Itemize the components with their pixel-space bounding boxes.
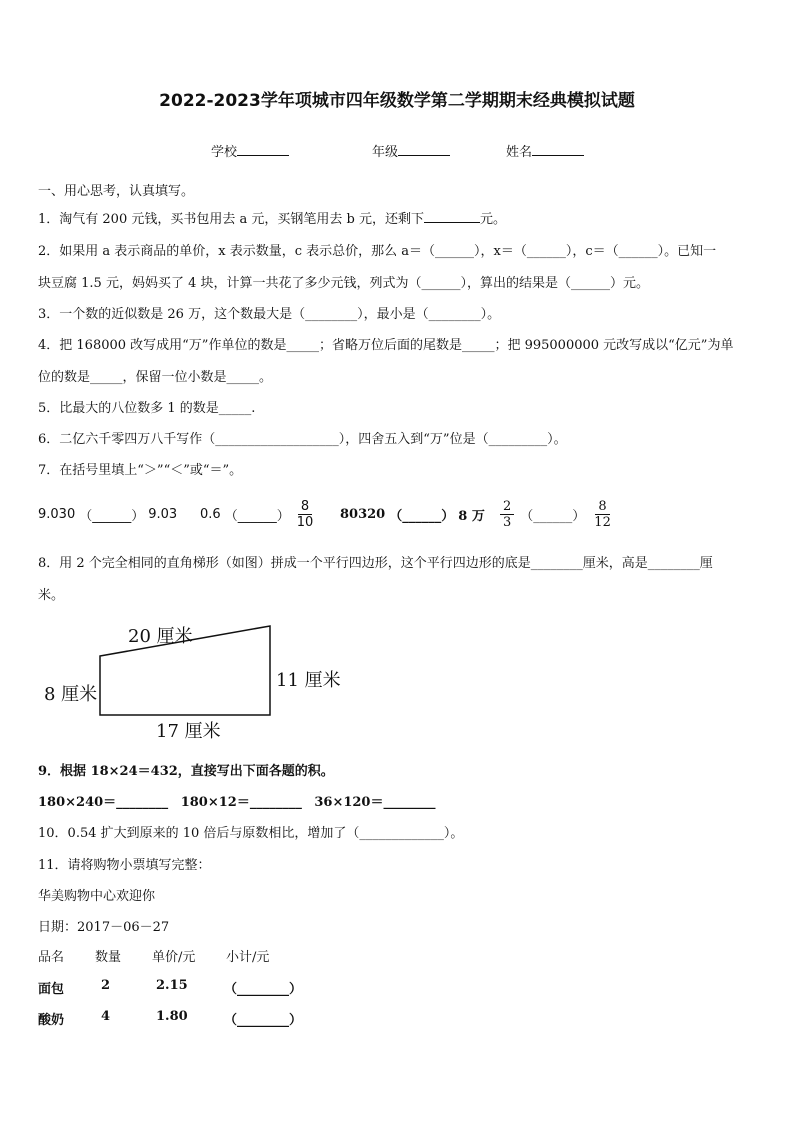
comparison-item-1	[38, 494, 177, 534]
grade-blank[interactable]	[398, 142, 450, 156]
item-qty: 4	[101, 1009, 111, 1024]
question-1	[38, 208, 758, 227]
question-11: 11．请将购物小票填写完整：	[38, 858, 211, 873]
question-8-line-1: 8．用 2 个完全相同的直角梯形（如图）拼成一个平行四边形，这个平行四边形的底是________厘米，高是________厘	[38, 556, 713, 571]
compare-right-value: 8 万	[458, 508, 485, 524]
compare-left-value: 0.6	[200, 506, 221, 522]
compare-left-value: 9.030	[38, 506, 76, 522]
school-field	[211, 141, 289, 160]
right-side-label: 11 厘米	[276, 670, 341, 691]
trapezoid-figure	[38, 618, 358, 748]
fraction-numerator: 8	[595, 499, 609, 515]
question-9-item: 180×12＝________	[180, 795, 302, 810]
item-subtotal-blank[interactable]: （________）	[224, 1013, 303, 1028]
name-label: 姓名	[506, 145, 533, 160]
compare-blank[interactable]: （______）	[520, 508, 586, 524]
header-cell: 数量	[95, 950, 122, 965]
receipt-store: 华美购物中心欢迎你	[38, 889, 156, 904]
compare-blank[interactable]: （______）	[389, 508, 455, 524]
question-1-text: 1．淘气有 200 元钱，买书包用去 a 元，买钢笔用去 b 元，还剩下	[38, 212, 424, 227]
grade-field	[372, 141, 450, 160]
question-6: 6．二亿六千零四万八千写作（___________________），四舍五入到“万”位是（_________）。	[38, 432, 567, 447]
header-cell: 单价/元	[152, 950, 196, 965]
school-label: 学校	[211, 145, 238, 160]
grade-label: 年级	[372, 145, 399, 160]
question-7: 7．在括号里填上“＞”“＜”或“＝”。	[38, 463, 243, 478]
comparison-item-4	[500, 494, 614, 534]
item-price: 2.15	[156, 978, 188, 993]
fraction	[500, 499, 514, 530]
compare-blank[interactable]: （______）	[224, 508, 290, 524]
header-cell: 小计/元	[226, 950, 270, 965]
item-qty: 2	[101, 978, 111, 993]
item-name: 面包	[38, 982, 65, 997]
question-9-item: 180×240＝________	[38, 795, 169, 810]
fraction-denominator: 3	[503, 514, 512, 530]
question-4-line-1: 4．把 168000 改写成用“万”作单位的数是_____；省略万位后面的尾数是_____；把 995000000 元改写成以“亿元”为单	[38, 338, 734, 353]
name-blank[interactable]	[532, 142, 584, 156]
school-blank[interactable]	[237, 142, 289, 156]
item-subtotal-blank[interactable]: （________）	[224, 982, 303, 997]
question-4-line-2: 位的数是_____，保留一位小数是_____。	[38, 370, 273, 385]
left-side-label: 8 厘米	[44, 684, 98, 705]
name-field	[506, 141, 584, 160]
question-1-blank[interactable]	[424, 209, 480, 223]
section-heading: 一、用心思考，认真填写。	[38, 184, 195, 199]
compare-right-value: 9.03	[148, 506, 178, 522]
bottom-side-label: 17 厘米	[156, 721, 221, 742]
item-name: 酸奶	[38, 1013, 65, 1028]
question-9: 9．根据 18×24＝432，直接写出下面各题的积。	[38, 764, 334, 779]
item-price: 1.80	[156, 1009, 188, 1024]
page-title: 2022-2023学年项城市四年级数学第二学期期末经典模拟试题	[159, 91, 635, 111]
question-9-items	[38, 791, 758, 810]
question-9-item: 36×120＝________	[314, 795, 436, 810]
question-2-line-1: 2．如果用 a 表示商品的单价，x 表示数量，c 表示总价，那么 a＝（______），x＝（______），c＝（______）。已知一	[38, 244, 717, 259]
fraction-numerator: 8	[298, 499, 312, 515]
fraction-numerator: 2	[500, 499, 514, 515]
question-5: 5．比最大的八位数多 1 的数是_____.	[38, 401, 256, 416]
question-1-unit: 元。	[479, 212, 506, 227]
fraction-denominator: 10	[296, 514, 314, 530]
comparison-item-2	[200, 494, 316, 534]
fraction-denominator: 12	[594, 514, 611, 530]
question-10: 10．0.54 扩大到原来的 10 倍后与原数相比，增加了（_____________）。	[38, 826, 464, 841]
header-cell: 品名	[38, 950, 65, 965]
comparison-row	[38, 494, 758, 534]
receipt-date: 日期：2017－06－27	[38, 920, 170, 935]
fraction	[591, 499, 614, 530]
question-8-line-2: 米。	[38, 588, 65, 603]
compare-blank[interactable]: （______）	[79, 508, 145, 524]
top-side-label: 20 厘米	[128, 626, 193, 647]
compare-left-value: 80320	[340, 506, 386, 522]
comparison-item-3	[340, 494, 485, 534]
fraction	[294, 499, 317, 530]
question-3: 3．一个数的近似数是 26 万，这个数最大是（________），最小是（________）。	[38, 307, 501, 322]
question-2-line-2: 块豆腐 1.5 元，妈妈买了 4 块，计算一共花了多少元钱，列式为（______），算出的结果是（______）元。	[38, 276, 649, 291]
